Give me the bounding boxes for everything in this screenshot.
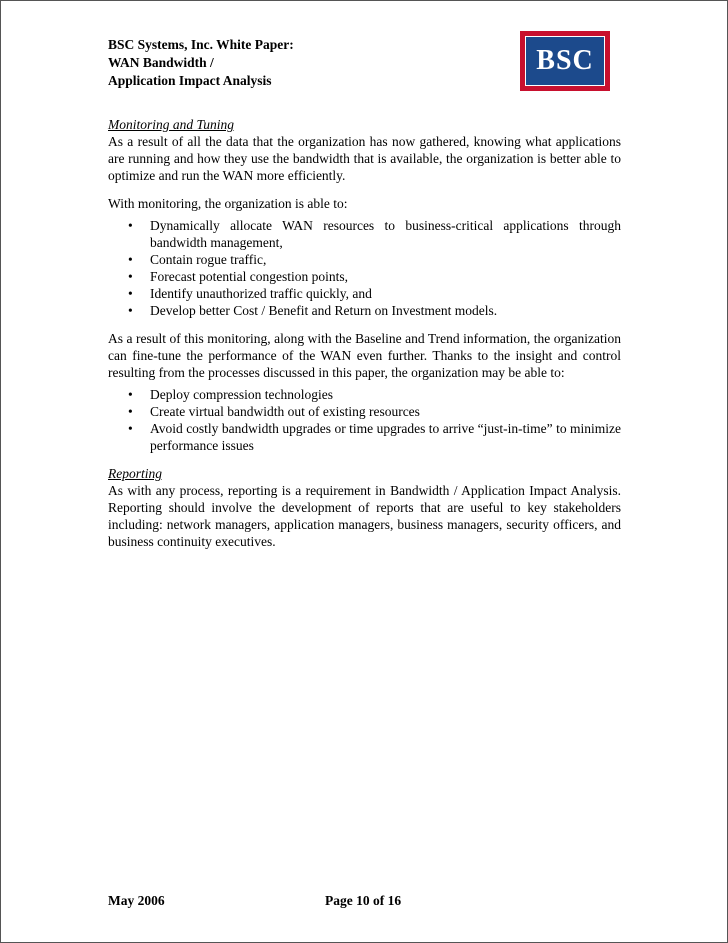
list-item: • Identify unauthorized traffic quickly, and [128, 286, 372, 301]
paragraph-monitoring-intro: As a result of all the data that the organization has now gathered, knowing what applications are running and how they use the bandwidth that is available, the organization is better able to optimize and run the WAN more efficiently. [108, 134, 621, 183]
section-heading-monitoring: Monitoring and Tuning [108, 117, 235, 132]
list-item: • Develop better Cost / Benefit and Return on Investment models. [128, 303, 498, 318]
list-item: • Create virtual bandwidth out of existing resources [128, 404, 420, 419]
paragraph-monitoring-able: With monitoring, the organization is able to: [108, 196, 348, 211]
bullet-icon: • [128, 404, 133, 419]
header-title-line-3: Application Impact Analysis [108, 73, 272, 88]
header-title-line-1: BSC Systems, Inc. White Paper: [108, 37, 294, 52]
bsc-logo-inner [525, 36, 605, 86]
list-item: • Deploy compression technologies [128, 387, 333, 402]
bullet-icon: • [128, 421, 133, 436]
footer-date: May 2006 [108, 893, 165, 908]
bullet-icon: • [128, 218, 133, 233]
document-header [108, 36, 294, 90]
bullet-list-outcomes [108, 386, 621, 454]
list-item: • Dynamically allocate WAN resources to business-critical applications through bandwidth management, [128, 218, 621, 250]
list-item: • Forecast potential congestion points, [128, 269, 348, 284]
header-title-line-2: WAN Bandwidth / [108, 55, 214, 70]
bsc-logo-text: BSC [536, 45, 594, 76]
bullet-icon: • [128, 387, 133, 402]
bullet-icon: • [128, 303, 133, 318]
bullet-icon: • [128, 269, 133, 284]
page-content [108, 116, 621, 550]
bullet-icon: • [128, 252, 133, 267]
bullet-icon: • [128, 286, 133, 301]
paragraph-reporting: As with any process, reporting is a requirement in Bandwidth / Application Impact Analysis. Reporting should involve the development of reports that are useful to key stakeholders including: network managers, application managers, business managers, security officers, and business continuity executives. [108, 483, 621, 549]
bsc-logo [520, 31, 610, 91]
bullet-list-monitoring [108, 217, 621, 319]
section-heading-reporting: Reporting [108, 466, 162, 481]
list-item: • Avoid costly bandwidth upgrades or time upgrades to arrive “just-in-time” to minimize performance issues [128, 421, 621, 453]
paragraph-monitoring-result: As a result of this monitoring, along with the Baseline and Trend information, the organization can fine-tune the performance of the WAN even further. Thanks to the insight and control resulting from the processes discussed in this paper, the organization may be able to: [108, 331, 621, 380]
footer-page-number: Page 10 of 16 [325, 893, 402, 908]
list-item: • Contain rogue traffic, [128, 252, 267, 267]
